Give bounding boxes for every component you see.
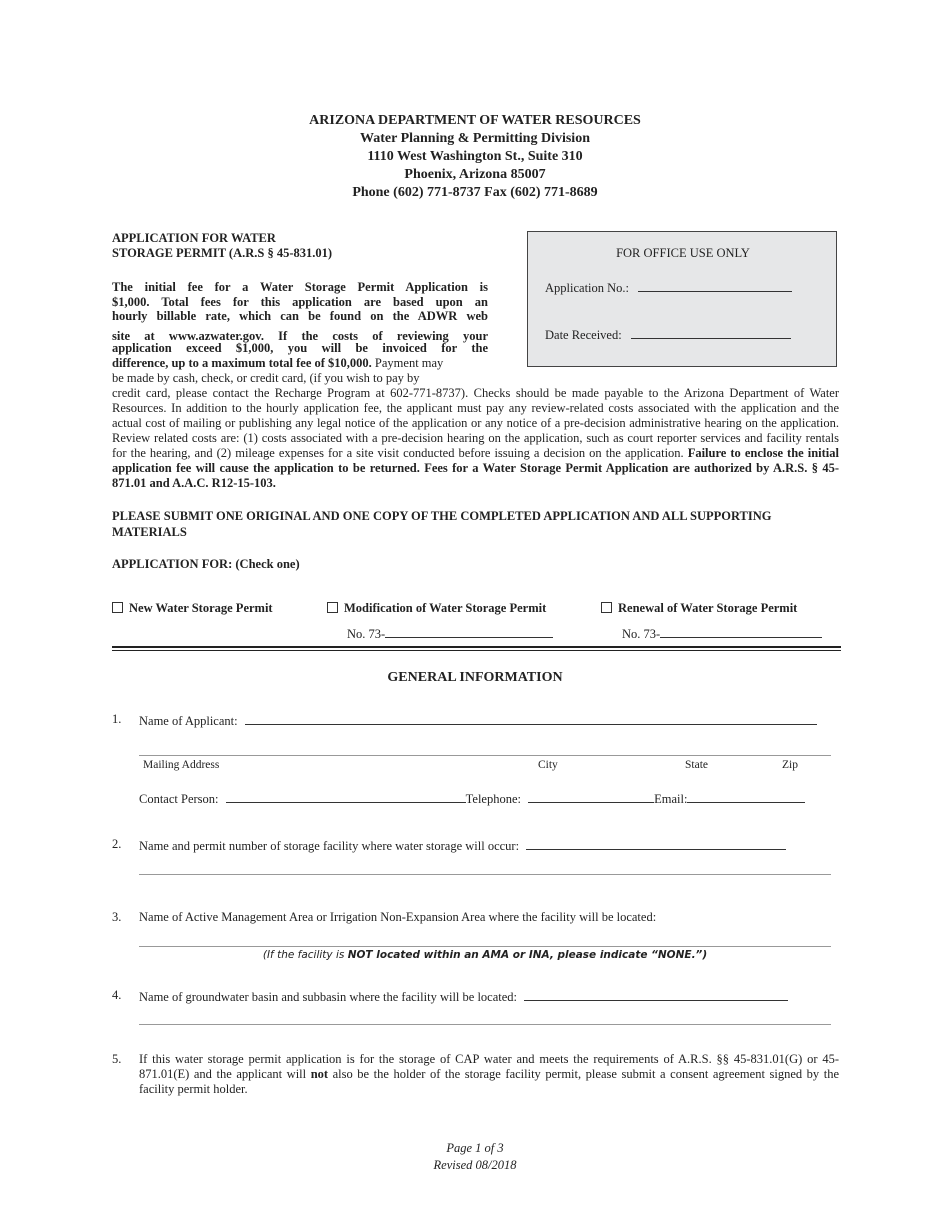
application-no-field[interactable] — [545, 279, 792, 296]
renewal-permit-label: Renewal of Water Storage Permit — [618, 601, 798, 615]
renewal-number-field[interactable] — [622, 625, 822, 642]
agency-name: ARIZONA DEPARTMENT OF WATER RESOURCES — [309, 113, 641, 128]
modification-number-line[interactable] — [385, 625, 553, 638]
office-use-box — [527, 231, 837, 367]
telephone-line[interactable] — [528, 790, 654, 803]
city-address: Phoenix, Arizona 85007 — [404, 167, 546, 182]
general-info-heading: GENERAL INFORMATION — [387, 670, 563, 685]
contact-person-line[interactable] — [226, 790, 466, 803]
fee-line5: application exceed $1,000, you will be invoiced for the — [112, 341, 488, 355]
phone-fax: Phone (602) 771-8737 Fax (602) 771-8689 — [352, 185, 598, 200]
mailing-address-line[interactable] — [139, 755, 831, 756]
applicant-name-label: Name of Applicant: — [139, 714, 238, 728]
fee-line4: site at www.azwater.gov. If the costs of reviewing your — [112, 329, 488, 343]
page-number: Page 1 of 3 — [446, 1141, 504, 1155]
storage-facility-line[interactable] — [526, 837, 786, 850]
option-modification-permit[interactable] — [327, 601, 546, 616]
q5-text: If this water storage permit application is for the storage of CAP water and meets the requirements of A.R.S. §§ 45-831.01(G) or 45-871.01(E) and the applicant will not also be the holder of the storage facility permit, please submit a consent agreement signed by the facility permit holder. — [139, 1052, 839, 1096]
section-divider-bottom — [112, 650, 841, 651]
zip-label: Zip — [782, 759, 798, 771]
telephone-label: Telephone: — [465, 792, 521, 806]
contact-person-label: Contact Person: — [139, 792, 219, 806]
street-address: 1110 West Washington St., Suite 310 — [367, 149, 583, 164]
fee-paragraph-narrow: The initial fee for a Water Storage Permit Application is $1,000. Total fees for this application are based upon an hourly billable rate, which can be found on the ADWR web — [112, 280, 488, 323]
city-label: City — [538, 759, 558, 771]
section-divider-top — [112, 646, 841, 648]
option-new-permit[interactable] — [112, 601, 273, 616]
groundwater-basin-line[interactable] — [524, 988, 788, 1001]
q1-number: 1. — [112, 712, 122, 726]
new-permit-checkbox[interactable] — [112, 602, 123, 613]
modification-permit-label: Modification of Water Storage Permit — [344, 601, 547, 615]
storage-facility-label: Name and permit number of storage facility where water storage will occur: — [139, 839, 520, 853]
groundwater-basin-field[interactable] — [139, 988, 788, 1005]
option-renewal-permit[interactable] — [601, 601, 797, 616]
q5-number: 5. — [112, 1052, 122, 1066]
state-label: State — [685, 759, 708, 771]
form-title-line2: STORAGE PERMIT (A.R.S § 45-831.01) — [112, 246, 333, 260]
email-label: Email: — [654, 792, 688, 806]
fee-line6: difference, up to a maximum total fee of $10,000. Payment may — [112, 356, 444, 370]
q4-number: 4. — [112, 988, 122, 1002]
modification-number-prefix: No. 73- — [347, 627, 386, 641]
mailing-address-label: Mailing Address — [143, 759, 220, 771]
application-no-line[interactable] — [638, 279, 792, 292]
ama-note: (If the facility is NOT located within an AMA or INA, please indicate “NONE.”) — [262, 949, 708, 961]
ama-label: Name of Active Management Area or Irrigation Non-Expansion Area where the facility will be located: — [139, 910, 657, 924]
office-use-heading: FOR OFFICE USE ONLY — [616, 246, 750, 260]
form-title-line1: APPLICATION FOR WATER — [112, 231, 276, 245]
ama-line[interactable] — [139, 946, 831, 947]
date-received-label: Date Received: — [545, 328, 622, 342]
modification-permit-checkbox[interactable] — [327, 602, 338, 613]
contact-row — [139, 790, 839, 807]
revised-date: Revised 08/2018 — [433, 1158, 517, 1172]
groundwater-basin-label: Name of groundwater basin and subbasin where the facility will be located: — [139, 990, 518, 1004]
renewal-number-prefix: No. 73- — [622, 627, 661, 641]
division-name: Water Planning & Permitting Division — [360, 131, 590, 146]
modification-number-field[interactable] — [347, 625, 553, 642]
renewal-permit-checkbox[interactable] — [601, 602, 612, 613]
date-received-field[interactable] — [545, 326, 791, 343]
storage-facility-field[interactable] — [139, 837, 786, 854]
q2-number: 2. — [112, 837, 122, 851]
fee-paragraph-wide: credit card, please contact the Recharge Program at 602-771-8737). Checks should be made payable to the Arizona Department of Water Resources. In addition to the hourly application fee, the applicant must pay any review-related costs associated with the application and the actual cost of mailing or publishing any legal notice of the application or any notice of a pre-decision administrative hearing on the application. Review related costs are: (1) costs associated with a pre-decision hearing on the application, such as court reporter services and facility rentals for the hearing, and (2) mileage expenses for a site visit conducted before issuing a decision on the application. Failure to enclose the initial application fee will cause the application to be returned. Fees for a Water Storage Permit Application are authorized by A.R.S. § 45-871.01 and A.A.C. R12-15-103. — [112, 386, 839, 490]
applicant-name-field[interactable] — [139, 712, 817, 729]
date-received-line[interactable] — [631, 326, 791, 339]
groundwater-basin-line-2[interactable] — [139, 1024, 831, 1025]
fee-line7: be made by cash, check, or credit card, (if you wish to pay by — [112, 371, 420, 385]
submit-notice: PLEASE SUBMIT ONE ORIGINAL AND ONE COPY OF THE COMPLETED APPLICATION AND ALL SUPPORTING MATERIALS — [112, 509, 772, 539]
applicant-name-line[interactable] — [245, 712, 817, 725]
renewal-number-line[interactable] — [660, 625, 822, 638]
email-line[interactable] — [687, 790, 805, 803]
q3-number: 3. — [112, 910, 122, 924]
application-for-label: APPLICATION FOR: (Check one) — [112, 557, 300, 571]
new-permit-label: New Water Storage Permit — [129, 601, 273, 615]
storage-facility-line-2[interactable] — [139, 874, 831, 875]
application-no-label: Application No.: — [545, 281, 630, 295]
